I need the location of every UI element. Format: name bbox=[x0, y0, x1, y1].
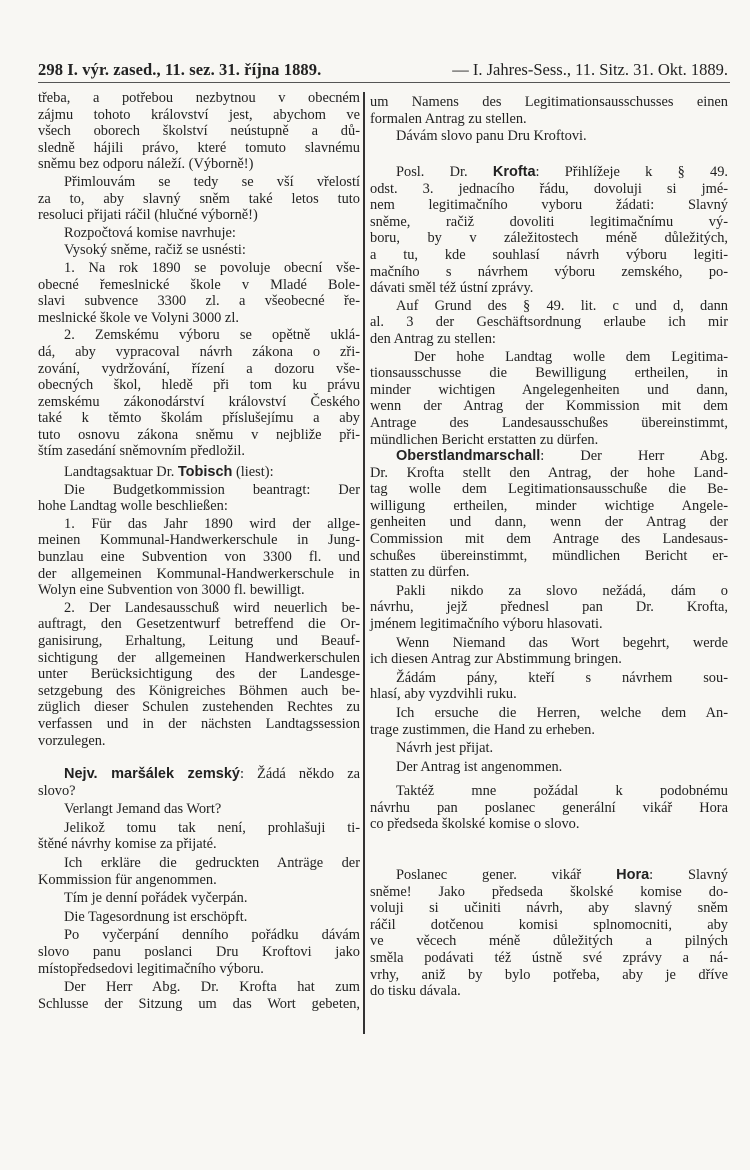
text-line: dávati směl též ústní zprávy. bbox=[370, 280, 534, 297]
text-line: Der Herr Abg. Dr. Krofta hat zum bbox=[64, 979, 360, 996]
paragraph bbox=[38, 327, 360, 460]
paragraph bbox=[370, 349, 728, 449]
text-line: boru, by v záležitostech méně důležitých, bbox=[370, 230, 728, 247]
text-line: Wenn Niemand das Wort begehrt, werde bbox=[396, 634, 728, 651]
paragraph bbox=[370, 298, 728, 348]
text-line: Kommission für angenommen. bbox=[38, 871, 217, 888]
text-line: Wolyn eine Subvention von 3000 fl. bewilligt. bbox=[38, 582, 305, 599]
text-line: ráčil dotčenou komisi splnomocniti, aby bbox=[370, 916, 728, 933]
text-line: Žádám pány, kteří s návrhem sou- bbox=[396, 669, 728, 686]
text-line: Tím je denní pořádek vyčerpán. bbox=[64, 890, 248, 907]
text-line: Verlangt Jemand das Wort? bbox=[64, 801, 222, 818]
text-line: voluji si učiniti návrh, aby slavný sněm bbox=[370, 900, 728, 917]
paragraph bbox=[38, 242, 360, 259]
column-divider bbox=[363, 92, 365, 1034]
text-line bbox=[38, 464, 360, 481]
text-line: setzgebung des Königreiches Böhmen auch be- bbox=[38, 682, 360, 699]
text-block bbox=[370, 866, 728, 1000]
text-line: zování, vydržování, řízení a dozoru vše- bbox=[38, 360, 360, 377]
text-line: den Antrag zu stellen: bbox=[370, 330, 496, 347]
text-line: 2. Zemskému výboru se opětně uklá- bbox=[64, 327, 360, 344]
paragraph bbox=[38, 90, 360, 173]
speaker-name: Tobisch bbox=[177, 464, 233, 480]
text-line: meslnické škole ve Volyni 3000 zl. bbox=[38, 309, 239, 326]
text-line: sněmu bez odporu náleží. (Výborně!) bbox=[38, 156, 254, 173]
text-line bbox=[370, 448, 728, 465]
paragraph bbox=[38, 979, 360, 1012]
text-line: Der hohe Landtag wolle dem Legitima- bbox=[414, 348, 728, 365]
paragraph bbox=[370, 94, 728, 127]
text-line: ganisirung, Erhaltung, Leitung und Beauf- bbox=[38, 632, 360, 649]
text-line: co předseda školské komise o slovo. bbox=[370, 816, 580, 833]
text-line: Po vyčerpání denního pořádku dávám bbox=[64, 927, 360, 944]
text-line: genheiten und dann, wenn der Antrag der bbox=[370, 514, 728, 531]
text-line: odst. 3. jednacího řádu, dovoluji si jmé- bbox=[370, 180, 728, 197]
paragraph bbox=[38, 225, 360, 242]
text-line: Die Tagesordnung ist erschöpft. bbox=[64, 908, 248, 925]
text-line: místopředsedovi legitimačního výboru. bbox=[38, 960, 264, 977]
text-line: Dávám slovo panu Dru Kroftovi. bbox=[396, 128, 587, 145]
text-line: Antrage des Landesausschußes übereinstimmt, bbox=[370, 414, 728, 431]
text-line: tuto osnovu zákona sněmu v nejbliže při- bbox=[38, 426, 360, 443]
speaker-name: Oberstlandmarschall bbox=[396, 448, 541, 464]
paragraph bbox=[38, 600, 360, 749]
text-line: unter Berücksichtigung des der Landesge- bbox=[38, 666, 360, 683]
text-line: Vysoký sněme, račiž se usnésti: bbox=[64, 242, 246, 259]
text-line: Ich erkläre die gedruckten Anträge der bbox=[64, 854, 360, 871]
text-line: 2. Der Landesausschuß wird neuerlich be- bbox=[64, 599, 360, 616]
paragraph bbox=[38, 482, 360, 515]
header-czech: 298 I. výr. zased., 11. sez. 31. října 1889. bbox=[38, 60, 322, 79]
paragraph bbox=[370, 783, 728, 833]
text-line: návrhu pan poslanec generální vikář Hora bbox=[370, 799, 728, 816]
text-line: slavi subvence 3300 zl. a všeobecné ře- bbox=[38, 293, 360, 310]
text-line: auftragt, den Gesetzentwurf betreffend die Or- bbox=[38, 616, 360, 633]
text-line: um Namens des Legitimationsausschusses einen bbox=[370, 94, 728, 110]
text-line: Ich ersuche die Herren, welche dem An- bbox=[396, 704, 728, 721]
text-line: Auf Grund des § 49. lit. c und d, dann bbox=[396, 297, 728, 314]
paragraph bbox=[370, 740, 728, 757]
paragraph bbox=[38, 260, 360, 326]
speaker-prefix: Landtagsaktuar Dr. bbox=[64, 464, 178, 480]
text-line: a tu, kde souhlasí návrh výboru legiti- bbox=[370, 246, 728, 263]
text-block bbox=[38, 764, 360, 1012]
text-line: sledně hájili právo, které tomuto slavnému bbox=[38, 139, 360, 156]
speaker-text: : Žádá někdo za bbox=[239, 766, 360, 782]
text-line: vorzulegen. bbox=[38, 732, 106, 749]
text-line: Dr. Krofta stellt den Antrag, der hohe Land- bbox=[370, 464, 728, 481]
text-line: der allgemeinen Kommunal-Handwerkerschule in bbox=[38, 565, 360, 582]
text-line: tag wolle dem Legitimationsausschuße die Be- bbox=[370, 481, 728, 498]
text-line: slovo? bbox=[38, 782, 76, 799]
text-line: wenn der Antrag der Kommission mit dem bbox=[370, 398, 728, 415]
text-line: Pakli nikdo za slovo nežádá, dám o bbox=[396, 582, 728, 599]
paragraph bbox=[370, 705, 728, 738]
text-line: nem legitimačního vyboru žádati: Slavný bbox=[370, 197, 728, 214]
speaker-text: : Slavný bbox=[649, 867, 729, 883]
text-line: třeba, a potřebou nezbytnou v obecném bbox=[38, 90, 360, 106]
text-line: trage zustimmen, die Hand zu erheben. bbox=[370, 721, 595, 738]
text-line: Commission mit dem Antrage des Landesaus- bbox=[370, 530, 728, 547]
speaker-paragraph bbox=[370, 867, 728, 1000]
text-line: tionsausschusse die Bewilligung ertheilen, in bbox=[370, 365, 728, 382]
text-line: Přimlouvám se tedy se vší vřelostí bbox=[64, 173, 360, 190]
text-line: směla podávati též ústně své zprávy a ná- bbox=[370, 949, 728, 966]
text-line: Der Antrag ist angenommen. bbox=[396, 758, 563, 775]
text-line: všech oborech školství neústupně a dů- bbox=[38, 123, 360, 140]
text-line: dá, aby vypracoval návrh zákona o zři- bbox=[38, 343, 360, 360]
text-line: züglich dieser Schulen zustehenden Rechtes zu bbox=[38, 699, 360, 716]
paragraph bbox=[370, 759, 728, 776]
paragraph bbox=[370, 635, 728, 668]
paragraph bbox=[38, 820, 360, 853]
text-line: obecných škol, hledě při tom ku právu bbox=[38, 377, 360, 394]
text-line: sněme, račiž dovoliti legitimačnímu vý- bbox=[370, 213, 728, 230]
text-line: do tisku dávala. bbox=[370, 983, 461, 1000]
speaker-paragraph bbox=[370, 448, 728, 581]
text-block bbox=[370, 163, 728, 448]
text-block bbox=[370, 93, 728, 145]
paragraph bbox=[38, 801, 360, 818]
text-line: Jelikož tomu tak není, prohlašuji ti- bbox=[64, 819, 360, 836]
text-line: mačního s návrhem výboru zemského, po- bbox=[370, 263, 728, 280]
speaker-text: (liest): bbox=[232, 464, 274, 480]
speaker-prefix: Poslanec gener. vikář bbox=[396, 867, 617, 883]
text-line: také k těmto školám příslušejímu a aby bbox=[38, 410, 360, 427]
text-block bbox=[38, 463, 360, 749]
text-line: zemskému zákonodárství království Českého bbox=[38, 393, 360, 410]
text-line: štím zasedání sněmovním předložil. bbox=[38, 443, 246, 460]
paragraph bbox=[38, 516, 360, 599]
text-line: jménem legitimačního výboru hlasovati. bbox=[370, 615, 603, 632]
speaker-name: Krofta bbox=[492, 164, 536, 180]
paragraph bbox=[38, 909, 360, 926]
text-line: al. 3 der Geschäftsordnung erlaube ich mir bbox=[370, 314, 728, 331]
text-line bbox=[370, 867, 728, 884]
text-line: hohe Landtag wolle beschließen: bbox=[38, 498, 228, 515]
paragraph bbox=[38, 855, 360, 888]
text-line: statten zu dürfen. bbox=[370, 564, 470, 581]
speaker-name: Nejv. maršálek zemský bbox=[64, 766, 240, 782]
text-line: bunzlau eine Subvention von 3300 fl. und bbox=[38, 548, 360, 565]
text-line: hlasí, aby vyzdvihli ruku. bbox=[370, 686, 517, 703]
text-line: verfassen und in der nächsten Landtagssession bbox=[38, 715, 360, 732]
text-block bbox=[370, 446, 728, 775]
text-line: formalen Antrag zu stellen. bbox=[370, 110, 527, 127]
text-line: Návrh jest přijat. bbox=[396, 740, 494, 757]
text-line: slovo panu poslanci Dru Kroftovi jako bbox=[38, 943, 360, 960]
text-line: obecné řemeslnické škole v Mladé Bole- bbox=[38, 276, 360, 293]
text-line: schußes übereinstimmt, mündlichen Bericht er- bbox=[370, 547, 728, 564]
speaker-paragraph bbox=[38, 766, 360, 799]
text-line: meinen Kommunal-Handwerkerschule in Jung- bbox=[38, 532, 360, 549]
text-line: Taktéž mne požádal k podobnému bbox=[396, 783, 728, 799]
speaker-text: : Přihlížeje k § 49. bbox=[535, 164, 728, 180]
text-line bbox=[38, 766, 360, 783]
text-line: návrhu, jejž přednesl pan Dr. Krofta, bbox=[370, 599, 728, 616]
paragraph bbox=[370, 670, 728, 703]
paragraph bbox=[370, 128, 728, 145]
paragraph bbox=[38, 927, 360, 977]
text-line: 1. Für das Jahr 1890 wird der allge- bbox=[64, 515, 360, 532]
text-line: ich diesen Antrag zur Abstimmung bringen. bbox=[370, 651, 622, 668]
text-line: 1. Na rok 1890 se povoluje obecní vše- bbox=[64, 259, 360, 276]
text-line: Die Budgetkommission beantragt: Der bbox=[64, 481, 360, 498]
speaker-paragraph bbox=[370, 164, 728, 297]
text-line bbox=[370, 164, 728, 181]
text-line: minder wichtigen Angelegenheiten und dann, bbox=[370, 381, 728, 398]
text-line: vrhy, aniž by bylo potřeba, aby je dříve bbox=[370, 966, 728, 983]
text-block bbox=[370, 782, 728, 833]
text-line: za to, aby slavný sněm také letos tuto bbox=[38, 190, 360, 207]
page-header bbox=[38, 58, 730, 83]
text-line: willigung ertheilen, minder wichtige Angele- bbox=[370, 497, 728, 514]
speaker-paragraph bbox=[38, 464, 360, 481]
paragraph bbox=[370, 583, 728, 633]
text-line: resoluci přijati ráčil (hlučné výborně!) bbox=[38, 207, 258, 224]
header-german: — I. Jahres-Sess., 11. Sitz. 31. Okt. 1889. bbox=[452, 60, 728, 79]
text-line: ve věcech méně důležitých a pilných bbox=[370, 933, 728, 950]
text-block bbox=[38, 89, 360, 460]
text-line: sichtigung der allgemeinen Handwerkerschulen bbox=[38, 649, 360, 666]
text-line: mündlichen Bericht erstatten zu dürfen. bbox=[370, 431, 599, 448]
text-line: štěné návrhy komise za přijaté. bbox=[38, 836, 217, 853]
paragraph bbox=[38, 890, 360, 907]
speaker-name: Hora bbox=[616, 867, 650, 883]
text-line: Schlusse der Sitzung um das Wort gebeten, bbox=[38, 995, 360, 1012]
speaker-text: : Der Herr Abg. bbox=[540, 448, 728, 464]
text-line: Rozpočtová komise navrhuje: bbox=[64, 224, 236, 241]
text-line: zájmu tohoto království jest, abychom ve bbox=[38, 106, 360, 123]
paragraph bbox=[38, 174, 360, 224]
speaker-prefix: Posl. Dr. bbox=[396, 164, 493, 180]
text-line: sněme! Jako předseda školské komise do- bbox=[370, 883, 728, 900]
